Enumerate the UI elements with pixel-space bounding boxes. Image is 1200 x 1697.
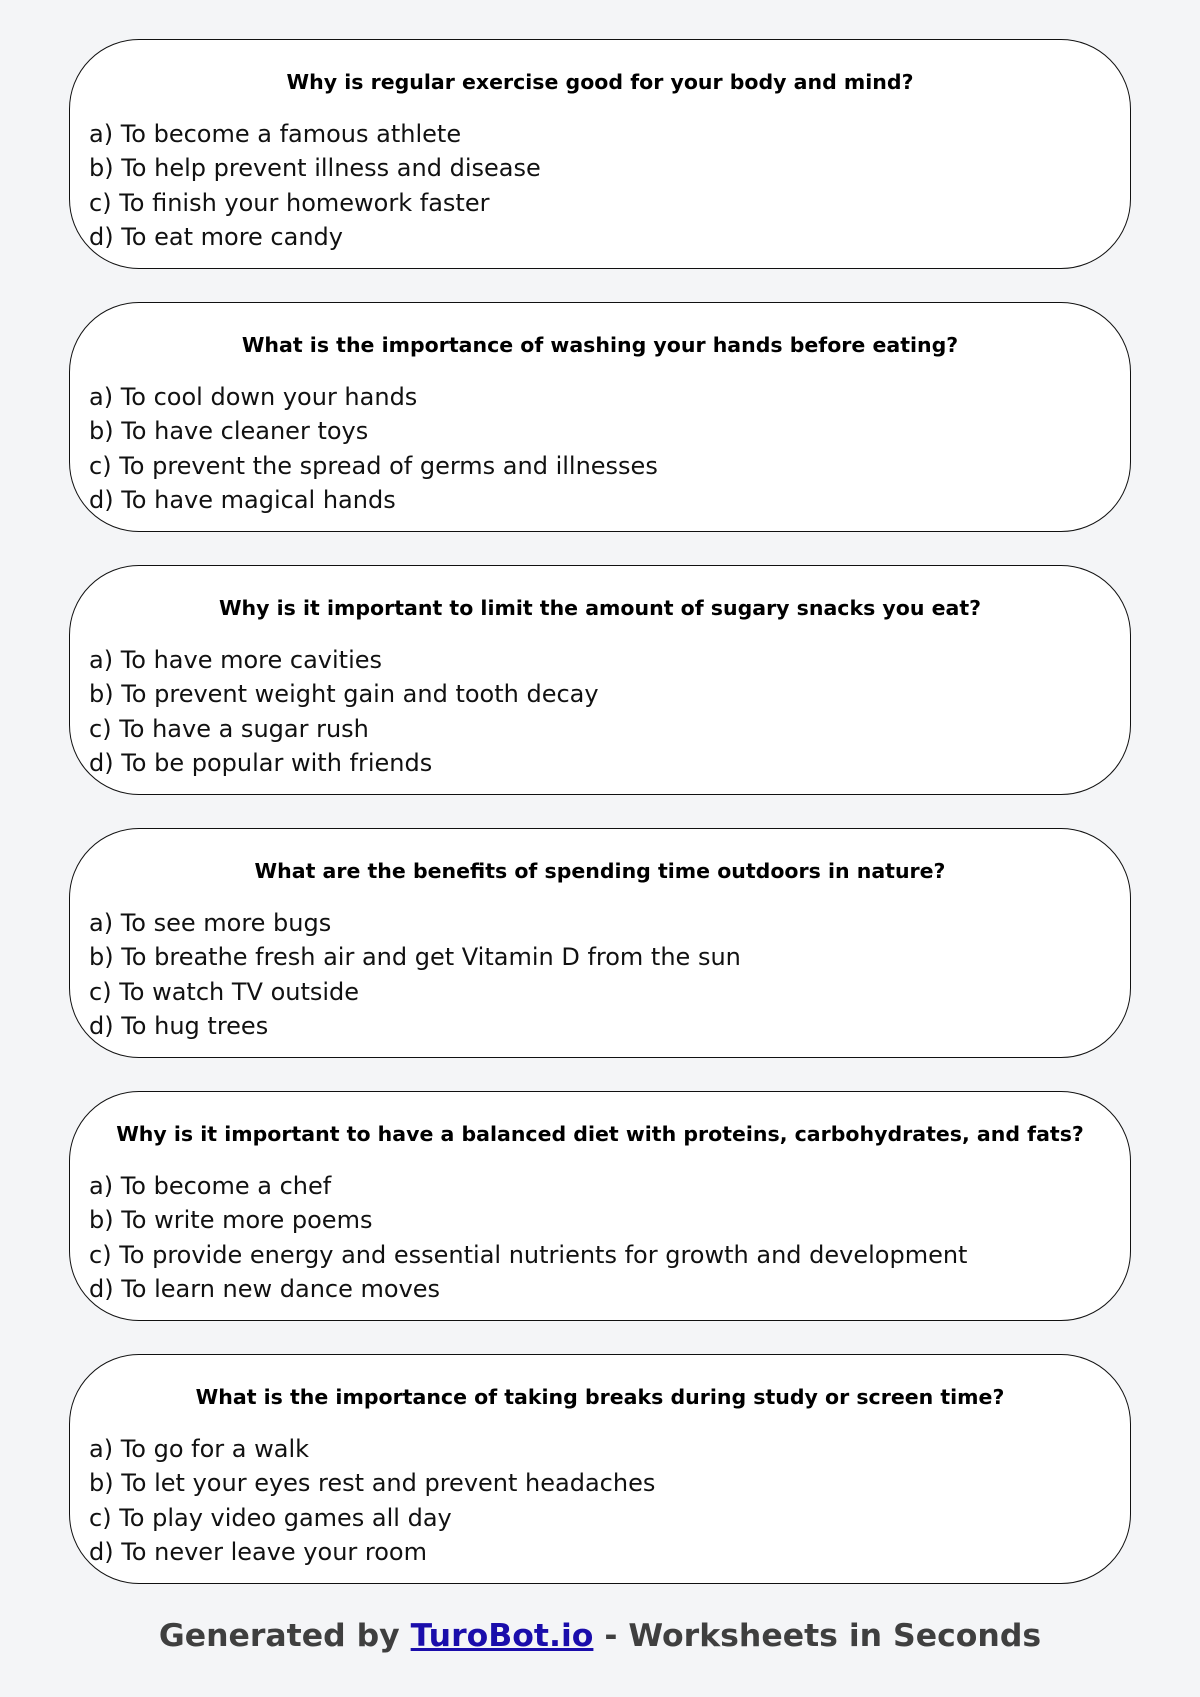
answer-option-b: b) To write more poems bbox=[89, 1206, 373, 1235]
answer-option-b: b) To breathe fresh air and get Vitamin D from the sun bbox=[89, 943, 741, 972]
answer-option-c: c) To watch TV outside bbox=[89, 977, 360, 1006]
question-text: Why is regular exercise good for your body and mind? bbox=[286, 70, 914, 94]
answer-option-c: c) To have a sugar rush bbox=[89, 714, 369, 743]
footer-credit bbox=[0, 1618, 1200, 1654]
answer-option-b: b) To prevent weight gain and tooth decay bbox=[89, 680, 599, 709]
answer-option-c: c) To finish your homework faster bbox=[89, 188, 490, 217]
question-text: Why is it important to have a balanced diet with proteins, carbohydrates, and fats? bbox=[116, 1122, 1084, 1146]
answer-option-d: d) To hug trees bbox=[89, 1011, 269, 1040]
answer-option-a: a) To become a chef bbox=[89, 1172, 332, 1200]
answer-option-d: d) To have magical hands bbox=[89, 485, 396, 514]
answer-option-a: a) To become a famous athlete bbox=[89, 120, 462, 148]
answer-option-b: b) To have cleaner toys bbox=[89, 417, 369, 446]
answer-options bbox=[89, 1432, 655, 1569]
question-card-1 bbox=[69, 39, 1131, 269]
answer-options bbox=[89, 380, 658, 517]
answer-option-a: a) To have more cavities bbox=[89, 646, 383, 674]
footer-prefix: Generated by bbox=[158, 1618, 411, 1654]
question-card-2 bbox=[69, 302, 1131, 532]
question-card-5 bbox=[69, 1091, 1131, 1321]
question-card-3 bbox=[69, 565, 1131, 795]
answer-option-a: a) To see more bugs bbox=[89, 909, 332, 937]
answer-option-b: b) To help prevent illness and disease bbox=[89, 154, 541, 183]
answer-option-c: c) To prevent the spread of germs and illnesses bbox=[89, 451, 658, 480]
answer-option-a: a) To go for a walk bbox=[89, 1435, 310, 1463]
question-text: What is the importance of taking breaks during study or screen time? bbox=[195, 1385, 1005, 1409]
question-text: What is the importance of washing your hands before eating? bbox=[241, 333, 959, 357]
answer-options bbox=[89, 643, 599, 780]
question-card-6 bbox=[69, 1354, 1131, 1584]
answer-options bbox=[89, 117, 541, 254]
answer-option-b: b) To let your eyes rest and prevent headaches bbox=[89, 1469, 656, 1498]
turobot-link[interactable]: TuroBot.io bbox=[410, 1618, 594, 1654]
answer-option-a: a) To cool down your hands bbox=[89, 383, 418, 411]
answer-option-c: c) To provide energy and essential nutrients for growth and development bbox=[89, 1240, 968, 1269]
answer-option-c: c) To play video games all day bbox=[89, 1503, 452, 1532]
answer-option-d: d) To never leave your room bbox=[89, 1537, 427, 1566]
answer-option-d: d) To be popular with friends bbox=[89, 748, 433, 777]
question-card-4 bbox=[69, 828, 1131, 1058]
question-text: Why is it important to limit the amount of sugary snacks you eat? bbox=[218, 596, 982, 620]
question-text: What are the benefits of spending time outdoors in nature? bbox=[254, 859, 946, 883]
answer-option-d: d) To learn new dance moves bbox=[89, 1274, 441, 1303]
answer-options bbox=[89, 906, 741, 1043]
footer-suffix: - Worksheets in Seconds bbox=[593, 1618, 1042, 1654]
answer-options bbox=[89, 1169, 967, 1306]
answer-option-d: d) To eat more candy bbox=[89, 222, 343, 251]
